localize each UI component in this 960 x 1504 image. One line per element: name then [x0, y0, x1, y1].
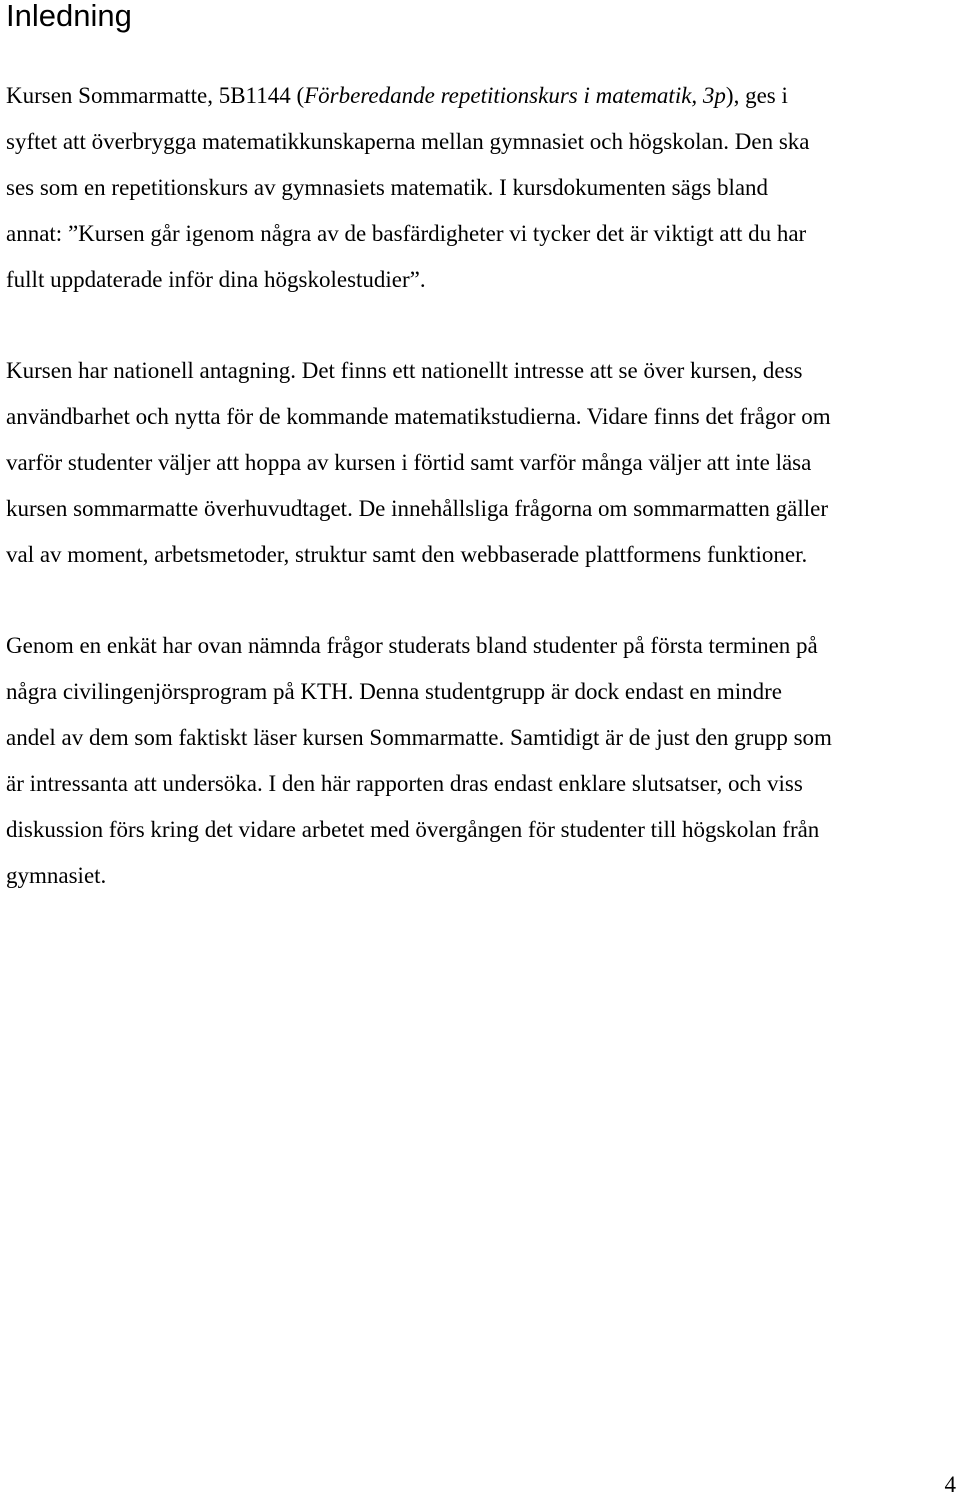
paragraph-line: några civilingenjörsprogram på KTH. Denna studentgrupp är dock endast en mindre [6, 679, 783, 704]
course-full-name: Förberedande repetitionskurs i matematik, 3p [304, 83, 726, 108]
paragraph-line: ses som en repetitionskurs av gymnasiets matematik. I kursdokumenten sägs bland [6, 175, 769, 200]
paragraph-line: fullt uppdaterade inför dina högskolestudier”. [6, 267, 426, 292]
paragraph-line: varför studenter väljer att hoppa av kursen i förtid samt varför många väljer att inte läsa [6, 450, 812, 475]
paragraph-line: Kursen har nationell antagning. Det finns ett nationellt intresse att se över kursen, dess [6, 358, 803, 383]
paragraph-line: syftet att överbrygga matematikkunskaperna mellan gymnasiet och högskolan. Den ska [6, 129, 810, 154]
paragraph-line: kursen sommarmatte överhuvudtaget. De innehållsliga frågorna om sommarmatten gäller [6, 496, 828, 521]
page-number: 4 [944, 1472, 956, 1497]
section-heading: Inledning [6, 0, 132, 33]
paragraph-line: användbarhet och nytta för de kommande matematikstudierna. Vidare finns det frågor om [6, 404, 831, 429]
paragraph-line: val av moment, arbetsmetoder, struktur samt den webbaserade plattformens funktioner. [6, 542, 808, 567]
line-text: ), ges i [725, 83, 788, 108]
paragraph-line: gymnasiet. [6, 863, 107, 888]
line-text: Kursen Sommarmatte, 5B1144 ( [6, 83, 305, 108]
paragraph-line: diskussion förs kring det vidare arbetet med övergången för studenter till högskolan från [6, 817, 820, 842]
paragraph-line: är intressanta att undersöka. I den här rapporten dras endast enklare slutsatser, och viss [6, 771, 803, 796]
paragraph-line: annat: ”Kursen går igenom några av de basfärdigheter vi tycker det är viktigt att du har [6, 221, 807, 246]
paragraph-line: Genom en enkät har ovan nämnda frågor studerats bland studenter på första terminen på [6, 633, 818, 658]
paragraph-survey [6, 623, 960, 899]
paragraph-line [6, 73, 960, 119]
paragraph-line: andel av dem som faktiskt läser kursen Sommarmatte. Samtidigt är de just den grupp som [6, 725, 832, 750]
paragraph-admission [6, 348, 960, 578]
paragraph-intro [6, 73, 960, 303]
